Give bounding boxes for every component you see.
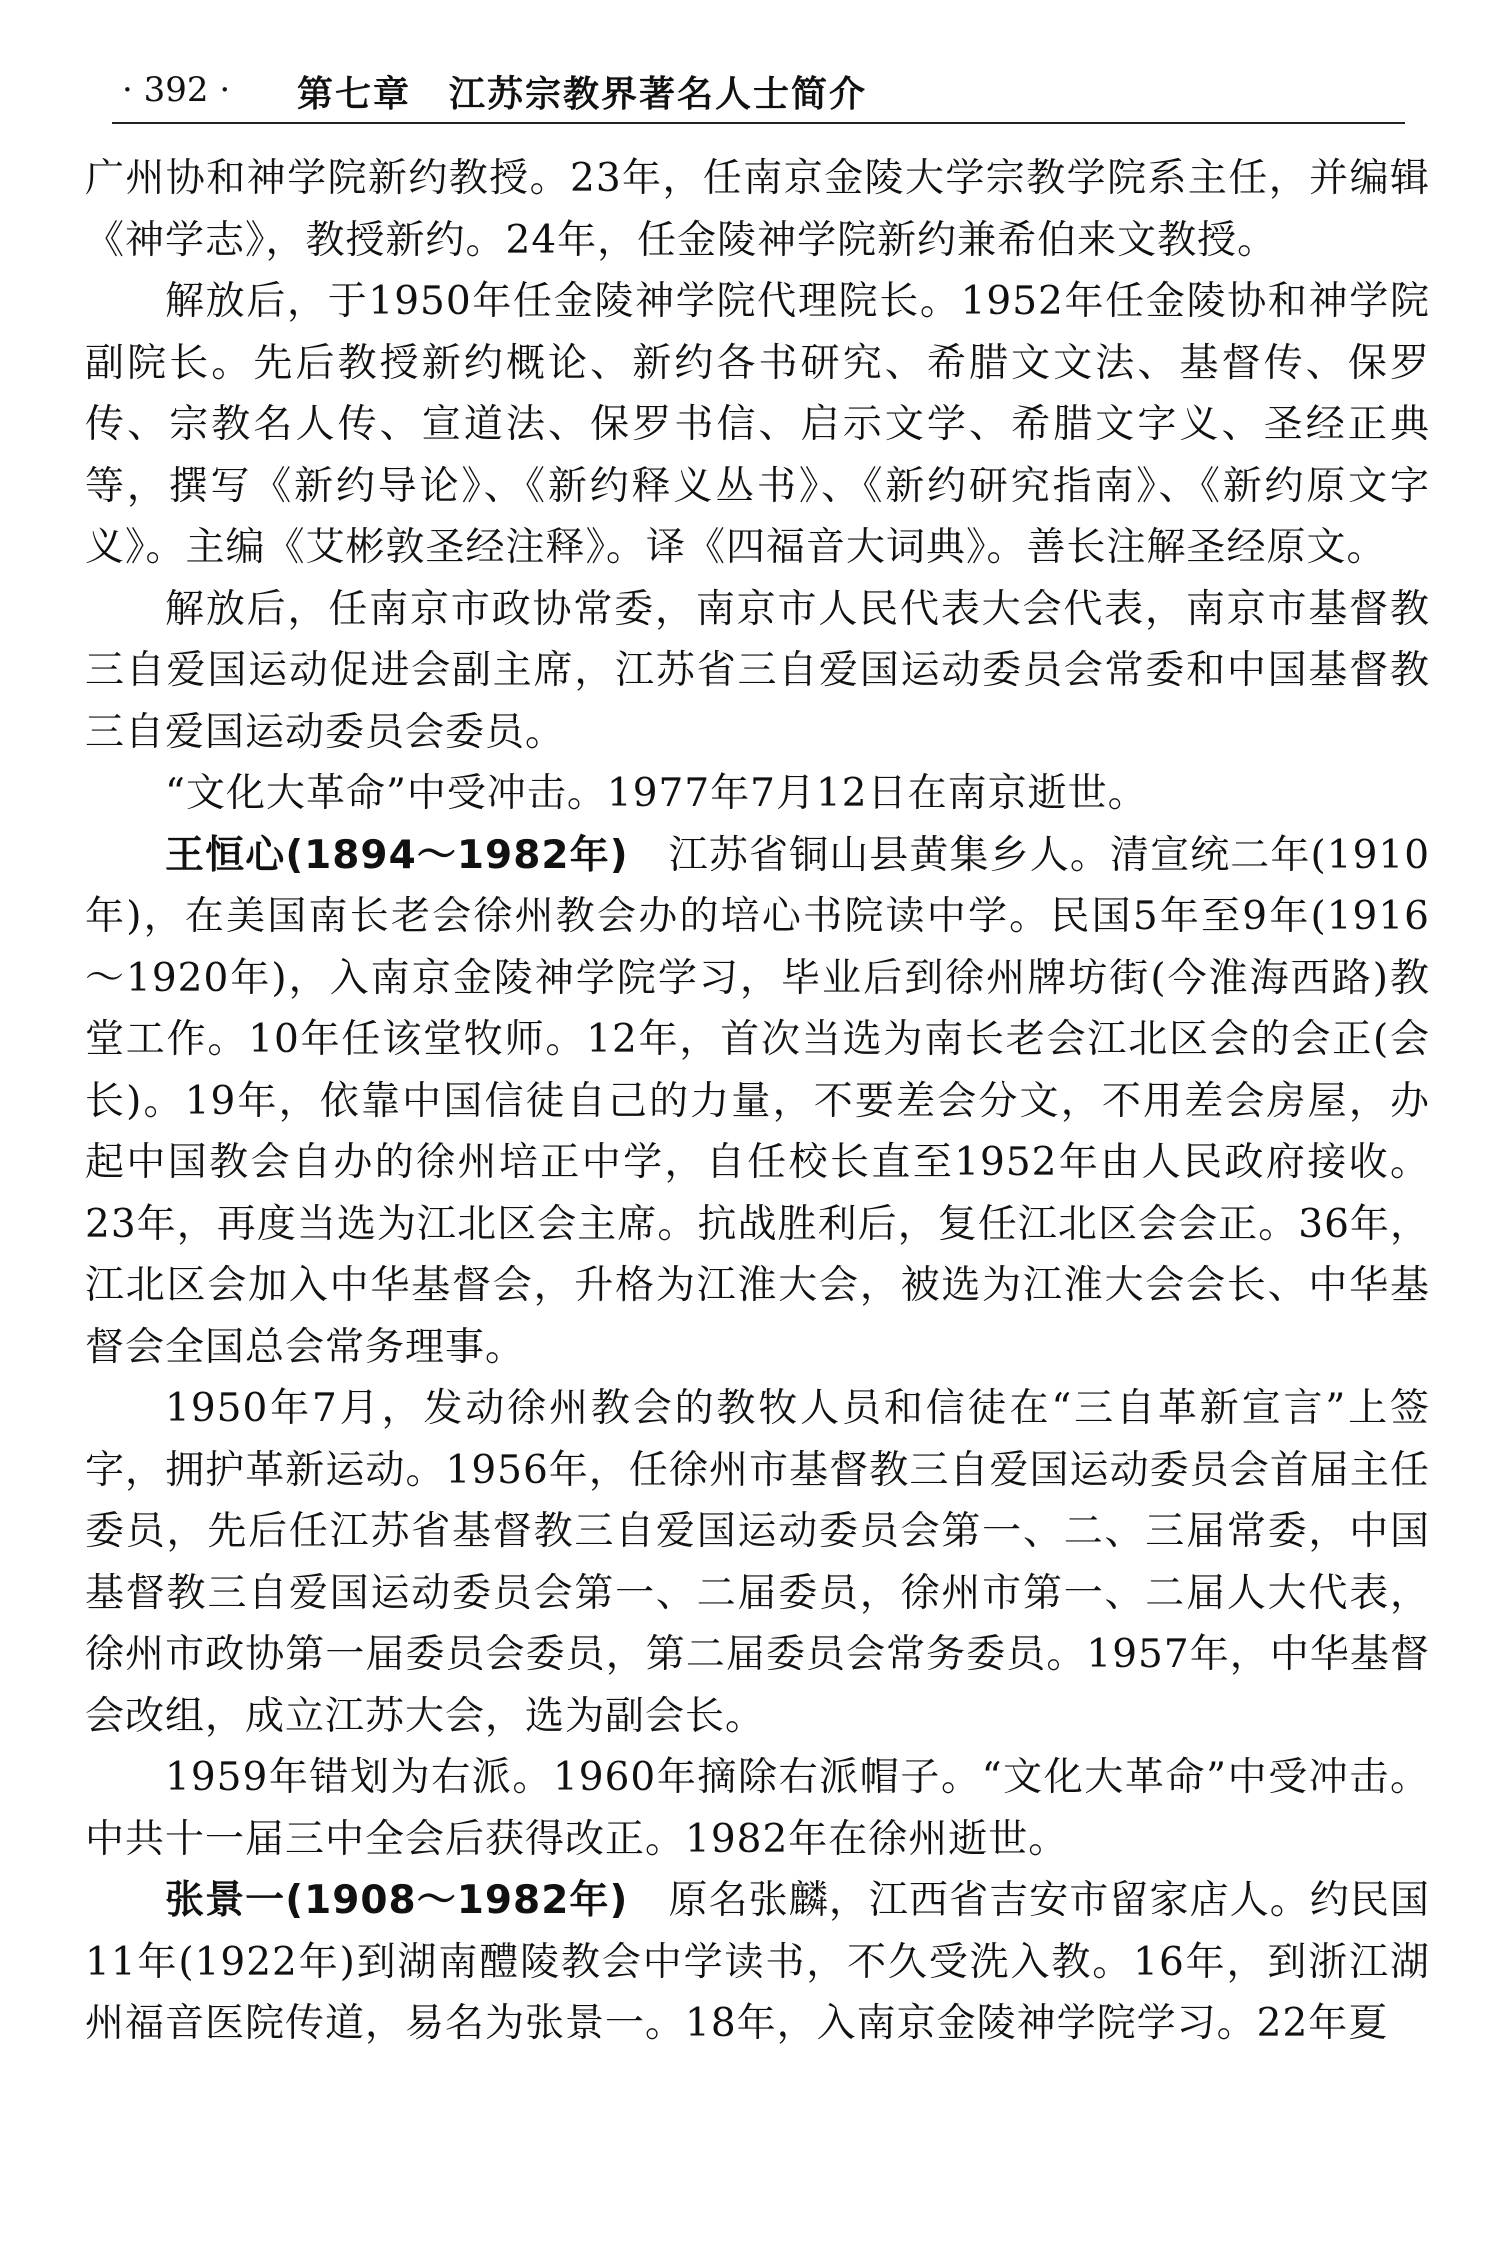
- page-number: · 392 ·: [122, 70, 231, 110]
- paragraph: [85, 579, 1430, 764]
- paragraph: [85, 1747, 1430, 1870]
- biography-entry: [85, 1870, 1430, 2055]
- paragraph-text: 解放后，任南京市政协常委，南京市人民代表大会代表，南京市基督教三自爱国运动促进会副主席，江苏省三自爱国运动委员会常委和中国基督教三自爱国运动委员会委员。: [85, 586, 1430, 755]
- person-name: 王恒心(1894～1982年): [165, 832, 629, 878]
- paragraph-text: 江苏省铜山县黄集乡人。清宣统二年(1910年)，在美国南长老会徐州教会办的培心书院读中学。民国5年至9年(1916～1920年)，入南京金陵神学院学习，毕业后到徐州牌坊街(今淮海西路)教堂工作。10年任该堂牧师。12年，首次当选为南长老会江北区会的会正(会长)。19年，依靠中国信徒自己的力量，不要差会分文，不用差会房屋，办起中国教会自办的徐州培正中学，自任校长直至1952年由人民政府接收。23年，再度当选为江北区会主席。抗战胜利后，复任江北区会会正。36年，江北区会加入中华基督会，升格为江淮大会，被选为江淮大会会长、中华基督会全国总会常务理事。: [85, 832, 1431, 1370]
- paragraph: [85, 271, 1430, 579]
- paragraph-text: 广州协和神学院新约教授。23年，任南京金陵大学宗教学院系主任，并编辑《神学志》，教授新约。24年，任金陵神学院新约兼希伯来文教授。: [85, 156, 1430, 263]
- page-header: [112, 64, 1405, 124]
- person-name: 张景一(1908～1982年): [165, 1878, 629, 1923]
- paragraph: [85, 763, 1430, 825]
- biography-entry: [85, 825, 1430, 1379]
- paragraph: [85, 148, 1430, 271]
- paragraph-text: “文化大革命”中受冲击。1977年7月12日在南京逝世。: [165, 771, 1148, 816]
- paragraph: [85, 1378, 1430, 1747]
- body-text: [85, 148, 1430, 2055]
- paragraph-text: 解放后，于1950年任金陵神学院代理院长。1952年任金陵协和神学院副院长。先后教授新约概论、新约各书研究、希腊文文法、基督传、保罗传、宗教名人传、宣道法、保罗书信、启示文学、希腊文字义、圣经正典等，撰写《新约导论》、《新约释义丛书》、《新约研究指南》、《新约原文字义》。主编《艾彬敦圣经注释》。译《四福音大词典》。善长注解圣经原文。: [85, 279, 1430, 570]
- chapter-title: 第七章 江苏宗教界著名人士简介: [297, 74, 868, 115]
- paragraph-text: 1950年7月，发动徐州教会的教牧人员和信徒在“三自革新宣言”上签字，拥护革新运动。1956年，任徐州市基督教三自爱国运动委员会首届主任委员，先后任江苏省基督教三自爱国运动委员会第一、二、三届常委，中国基督教三自爱国运动委员会第一、二届委员，徐州市第一、二届人大代表，徐州市政协第一届委员会委员，第二届委员会常务委员。1957年，中华基督会改组，成立江苏大会，选为副会长。: [85, 1386, 1430, 1739]
- paragraph-text: 1959年错划为右派。1960年摘除右派帽子。“文化大革命”中受冲击。中共十一届三中全会后获得改正。1982年在徐州逝世。: [85, 1755, 1430, 1862]
- paragraph-text: 原名张麟，江西省吉安市留家店人。约民国11年(1922年)到湖南醴陵教会中学读书，不久受洗入教。16年，到浙江湖州福音医院传道，易名为张景一。18年，入南京金陵神学院学习。22年夏: [85, 1878, 1430, 2046]
